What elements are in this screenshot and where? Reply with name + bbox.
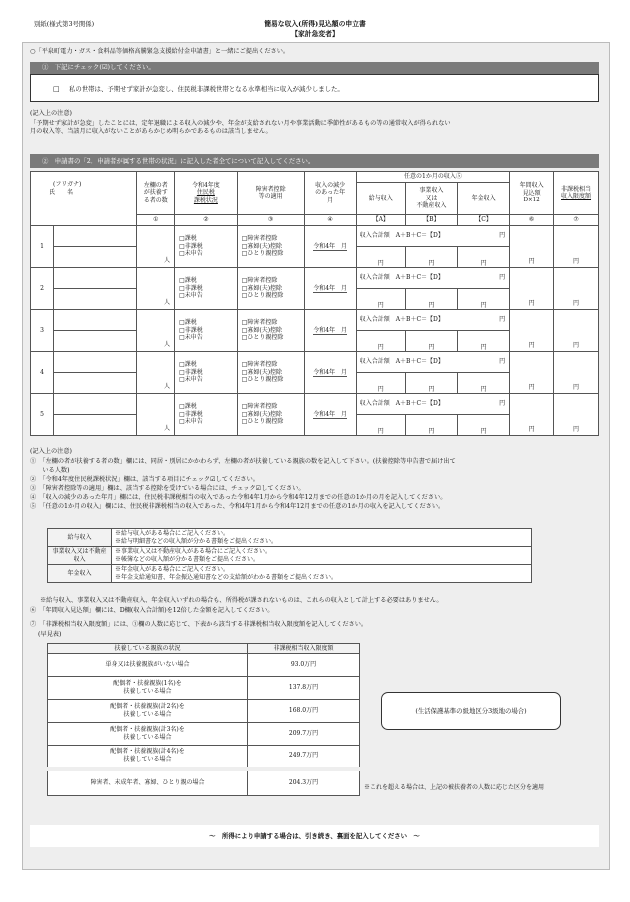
col3-label: 等の適用 <box>258 193 283 200</box>
income-sum-label: 収入合計額 A＋B＋C＝【D】 <box>359 400 444 408</box>
name-label: 氏 名 <box>49 188 74 196</box>
unit-person: 人 <box>164 382 171 390</box>
annual-income-input[interactable] <box>510 310 554 352</box>
tax-option-taxable[interactable]: □課税 <box>179 319 197 327</box>
furigana-input[interactable] <box>53 268 137 289</box>
salary-income-input[interactable] <box>356 247 405 268</box>
tax-status-options[interactable] <box>175 394 238 436</box>
col5b-label: 事業収入 <box>419 187 444 195</box>
form-title: 簡易な収入(所得)見込額の申立書 <box>264 20 366 28</box>
date-text: 令和4年 月 <box>313 410 348 418</box>
income-doc-line: ※事業収入又は不動産収入がある場合にご記入ください。 <box>115 548 272 555</box>
note1-line: 「予期せず家計が急変」したことには、定年退職による収入の減少や、年金が支給されない月や事業活動に季節性があるもの等の通常収入が得られない <box>30 120 451 127</box>
annual-income-input[interactable] <box>510 268 554 310</box>
tax-option-nontaxable[interactable]: □非課税 <box>179 326 203 334</box>
income-sum-cell[interactable] <box>356 310 509 331</box>
limit-row <box>48 746 360 769</box>
tax-option-undeclared[interactable]: □未申告 <box>179 292 203 300</box>
dependents-input[interactable] <box>137 394 175 436</box>
limit-row <box>48 654 360 677</box>
dependents-input[interactable] <box>137 310 175 352</box>
yen-unit: 円 <box>528 383 535 391</box>
deduction-widow[interactable]: □寡婦(夫)控除 <box>241 284 283 292</box>
business-income-input[interactable] <box>405 289 457 310</box>
note1-line: 月の収入等、当該月に収入がないことがあらかじめ明らかであるものは該当しません。 <box>30 128 272 135</box>
yen-unit: 円 <box>480 427 487 435</box>
salary-income-input[interactable] <box>356 289 405 310</box>
deduction-single-parent[interactable]: □ひとり親控除 <box>241 292 284 300</box>
tax-option-nontaxable[interactable]: □非課税 <box>179 284 203 292</box>
limit-amount: 209.7万円 <box>248 723 360 746</box>
quick-table-label: (早見表) <box>38 631 62 638</box>
name-input[interactable] <box>53 289 137 310</box>
deduction-disability[interactable]: □障害者控除 <box>241 277 278 285</box>
yen-unit: 円 <box>573 257 580 265</box>
decrease-month-input[interactable] <box>304 352 356 394</box>
yen-unit: 円 <box>428 259 435 267</box>
yen-unit: 円 <box>428 427 435 435</box>
col4-label: のあった年 <box>315 189 346 197</box>
furigana-input[interactable] <box>53 226 137 247</box>
income-doc-line: ※年金収入がある場合にご記入ください。 <box>115 566 230 573</box>
income-docs-table <box>47 528 532 583</box>
household-statement: 私の世帯は、予期せず家計が急変し、住民税非課税世帯となる水準相当に収入が減少しました。 <box>69 85 344 93</box>
over-limit-note: ※これを超える場合は、上記の被扶養者の人数に応じた区分を適用 <box>364 784 545 791</box>
note2-line: いる人数) <box>30 467 70 474</box>
business-income-input[interactable] <box>405 373 457 394</box>
dependents-input[interactable] <box>137 268 175 310</box>
col5c-label: 年金収入 <box>457 183 509 215</box>
household-income-table <box>30 171 599 436</box>
income-sum-label: 収入合計額 A＋B＋C＝【D】 <box>359 274 444 282</box>
yen-unit: 円 <box>377 259 384 267</box>
footer-box <box>30 825 599 847</box>
name-input[interactable] <box>53 331 137 352</box>
section1-box <box>30 74 599 102</box>
person-row <box>31 394 599 415</box>
tax-option-taxable[interactable]: □課税 <box>179 235 197 243</box>
name-input[interactable] <box>53 247 137 268</box>
pension-income-input[interactable] <box>457 289 509 310</box>
col2-label: 住民税 <box>196 189 215 197</box>
business-income-input[interactable] <box>405 415 457 436</box>
income-type-label: 事業収入又は不動産収入 <box>48 547 112 565</box>
section2-bar: ② 申請書の「2．申請者が属する世帯の状況」に記入した者全てについて記入してください。 <box>30 154 599 168</box>
name-input[interactable] <box>53 415 137 436</box>
yen-unit: 円 <box>428 343 435 351</box>
limit-status-text: 扶養している場合 <box>123 711 172 718</box>
col3-number: ③ <box>237 215 304 226</box>
pension-income-input[interactable] <box>457 331 509 352</box>
col5a-label: 給与収入 <box>356 183 405 215</box>
date-text: 令和4年 月 <box>313 242 348 250</box>
decrease-month-input[interactable] <box>304 310 356 352</box>
income-doc-line: ※年金支給通知書、年金振込通知書などの支給額がわかる書類をご提出ください。 <box>115 573 338 581</box>
name-input[interactable] <box>53 373 137 394</box>
col4-number: ④ <box>304 215 356 226</box>
col5c-sub: 【C】 <box>457 215 509 226</box>
income-doc-row <box>48 547 532 565</box>
yen-unit: 円 <box>573 299 580 307</box>
col1-label: 左欄の者 <box>143 181 168 189</box>
intro-text: ○「平泉町電力・ガス・食料品等価格高騰緊急支援給付金申請書」と一緒にご提出ください。 <box>30 48 290 55</box>
dependents-input[interactable] <box>137 352 175 394</box>
note2-line: ④ 「収入の減少のあった年月」欄には、住民税非課税相当の収入であった令和4年1月から令和4年12月までの任意の1か月の月を記入してください。 <box>30 494 447 501</box>
note2-line: ② 「令和4年度住民税課税状況」欄は、該当する項目にチェック☑してください。 <box>30 476 259 483</box>
yen-unit: 円 <box>499 400 506 408</box>
col5b-sub: 【B】 <box>405 215 457 226</box>
limit-row <box>48 723 360 746</box>
tax-option-nontaxable[interactable]: □非課税 <box>179 242 203 250</box>
yen-unit: 円 <box>499 316 506 324</box>
limit-status-text: 配偶者・扶養親族(計3名)を <box>110 726 185 734</box>
yen-unit: 円 <box>499 358 506 366</box>
annual-income-input[interactable] <box>510 352 554 394</box>
person-row <box>31 226 599 247</box>
limit-amount: 93.0万円 <box>248 654 360 677</box>
income-doc-row <box>48 565 532 583</box>
unit-person: 人 <box>164 340 171 348</box>
yen-unit: 円 <box>528 257 535 265</box>
deduction-options[interactable] <box>237 310 304 352</box>
row-number: 2 <box>31 268 54 310</box>
grade-badge <box>381 692 561 730</box>
deduction-widow[interactable]: □寡婦(夫)控除 <box>241 242 283 250</box>
dependents-input[interactable] <box>137 226 175 268</box>
annual-income-input[interactable] <box>510 394 554 436</box>
deduction-disability[interactable]: □障害者控除 <box>241 403 278 411</box>
income-sum-cell[interactable] <box>356 352 509 373</box>
income-sum-label: 収入合計額 A＋B＋C＝【D】 <box>359 232 444 240</box>
income-sum-cell[interactable] <box>356 394 509 415</box>
person-row <box>31 310 599 331</box>
col6-label: 年間収入 <box>519 182 544 189</box>
col5-heading: 任意の1か月の収入⑤ <box>356 172 509 183</box>
yen-unit: 円 <box>573 425 580 433</box>
tax-option-undeclared[interactable]: □未申告 <box>179 418 203 426</box>
tax-option-nontaxable[interactable]: □非課税 <box>179 368 203 376</box>
deduction-disability[interactable]: □障害者控除 <box>241 235 278 243</box>
col3-label: 障害者控除 <box>255 185 286 193</box>
yen-unit: 円 <box>377 343 384 351</box>
limit-status-text: 配偶者・扶養親族(計4名)を <box>110 748 185 756</box>
deduction-single-parent[interactable]: □ひとり親控除 <box>241 376 284 384</box>
income-doc-line: ※給与収入がある場合にご記入ください。 <box>115 530 230 537</box>
note2-line: ⑤ 「任意の1か月の収入」欄には、住民税非課税相当の収入であった、令和4年1月から令和4年12月までの任意の1か月の収入を記入してください。 <box>30 503 445 510</box>
footer-text: ～ 所得により申請する場合は、引き続き、裏面を記入してください ～ <box>209 832 420 840</box>
person-row <box>31 268 599 289</box>
section1-bar: ① 下記にチェック(☑)してください。 <box>30 62 599 74</box>
note7-text: ⑦ 「非課税相当収入限度額」には、①欄の人数に応じて、下表から該当する非課税相当収入限度額を記入してください。 <box>30 621 368 628</box>
deduction-widow[interactable]: □寡婦(夫)控除 <box>241 410 283 418</box>
furigana-label: (フリガナ) <box>53 181 82 188</box>
income-type-label: 年金収入 <box>48 565 112 583</box>
col5a-sub: 【A】 <box>356 215 405 226</box>
yen-unit: 円 <box>528 341 535 349</box>
tax-option-nontaxable[interactable]: □非課税 <box>179 410 203 418</box>
col7-number: ⑦ <box>554 215 599 226</box>
tax-option-taxable[interactable]: □課税 <box>179 361 197 369</box>
limit-status-text: 配偶者・扶養親族(計2名)を <box>110 703 185 711</box>
yen-unit: 円 <box>377 301 384 309</box>
yen-unit: 円 <box>428 301 435 309</box>
income-type-label: 給与収入 <box>48 529 112 547</box>
note6-text: ⑥ 「年間収入見込額」欄には、D欄(収入合計額)を12倍した金額を記入してください。 <box>30 607 274 614</box>
tax-option-taxable[interactable]: □課税 <box>179 403 197 411</box>
yen-unit: 円 <box>377 385 384 393</box>
income-sum-label: 収入合計額 A＋B＋C＝【D】 <box>359 316 444 324</box>
limit-status-text: 扶養している場合 <box>123 688 172 695</box>
pension-income-input[interactable] <box>457 415 509 436</box>
limit-input[interactable] <box>554 226 599 268</box>
limit-status-text: 障害者、未成年者、寡婦、ひとり親の場合 <box>90 778 205 786</box>
limit-header-amount: 非課税相当収入限度額 <box>248 644 360 654</box>
salary-income-input[interactable] <box>356 415 405 436</box>
limit-amount: 249.7万円 <box>248 746 360 769</box>
row-number: 4 <box>31 352 54 394</box>
col2-label: 令和4年度 <box>191 181 220 189</box>
col5b-label: 不動産収入 <box>416 202 447 210</box>
yen-unit: 円 <box>573 383 580 391</box>
row-number: 3 <box>31 310 54 352</box>
col6-label: D×12 <box>523 197 540 203</box>
limit-status-text: 配偶者・扶養親族(1名)を <box>113 680 182 688</box>
deduction-disability[interactable]: □障害者控除 <box>241 319 278 327</box>
deduction-single-parent[interactable]: □ひとり親控除 <box>241 334 284 342</box>
business-income-input[interactable] <box>405 331 457 352</box>
yen-unit: 円 <box>499 232 506 240</box>
limit-input[interactable] <box>554 268 599 310</box>
limit-row <box>48 700 360 723</box>
note2-heading: (記入上の注意) <box>30 448 72 455</box>
note2-line: ① 「左欄の者が扶養する者の数」欄には、同居・別居にかかわらず、左欄の者が扶養している親族の数を記入して下さい。(扶養控除等申告書で届け出て <box>30 458 456 465</box>
pension-income-input[interactable] <box>457 247 509 268</box>
tax-option-undeclared[interactable]: □未申告 <box>179 250 203 258</box>
income-doc-row <box>48 529 532 547</box>
col5b-label: 又は <box>425 194 438 202</box>
person-row <box>31 352 599 373</box>
tax-status-options[interactable] <box>175 352 238 394</box>
income-note: ※給与収入、事業収入又は不動産収入、年金収入いずれの場合も、所得税が課されないものは、これらの収入として計上する必要はありません。 <box>40 597 443 604</box>
col7-label: 非課税相当 <box>561 185 592 193</box>
yen-unit: 円 <box>528 425 535 433</box>
deduction-options[interactable] <box>237 226 304 268</box>
deduction-widow[interactable]: □寡婦(夫)控除 <box>241 326 283 334</box>
col7-label: 収入限度額 <box>561 193 592 200</box>
limit-amount: 204.3万円 <box>248 769 360 796</box>
form-subtitle: 【家計急変者】 <box>291 30 339 38</box>
col2-label: 課税状況 <box>193 196 218 204</box>
yen-unit: 円 <box>528 299 535 307</box>
yen-unit: 円 <box>428 385 435 393</box>
limit-input[interactable] <box>554 352 599 394</box>
limit-row <box>48 769 360 796</box>
yen-unit: 円 <box>573 341 580 349</box>
col6-label: 見込額 <box>522 189 541 197</box>
income-sum-cell[interactable] <box>356 268 509 289</box>
col6-number: ⑥ <box>510 215 554 226</box>
tax-option-undeclared[interactable]: □未申告 <box>179 334 203 342</box>
income-doc-line: ※給与明細書などの収入額が分かる書類をご提出ください。 <box>115 537 278 545</box>
date-text: 令和4年 月 <box>313 368 348 376</box>
tax-status-options[interactable] <box>175 226 238 268</box>
col4-label: 月 <box>327 196 334 204</box>
yen-unit: 円 <box>480 385 487 393</box>
yen-unit: 円 <box>377 427 384 435</box>
salary-income-input[interactable] <box>356 373 405 394</box>
note1-heading: (記入上の注意) <box>30 110 72 117</box>
annual-income-input[interactable] <box>510 226 554 268</box>
yen-unit: 円 <box>480 301 487 309</box>
yen-unit: 円 <box>480 259 487 267</box>
deduction-disability[interactable]: □障害者控除 <box>241 361 278 369</box>
col1-number: ① <box>137 215 175 226</box>
salary-income-input[interactable] <box>356 331 405 352</box>
yen-unit: 円 <box>499 274 506 282</box>
checkbox-household[interactable]: □ <box>53 85 60 93</box>
grade-badge-text: (生活保護基準の級地区分3級地の場合) <box>415 707 527 715</box>
decrease-month-input[interactable] <box>304 268 356 310</box>
unit-person: 人 <box>164 298 171 306</box>
deduction-widow[interactable]: □寡婦(夫)控除 <box>241 368 283 376</box>
tax-status-options[interactable] <box>175 268 238 310</box>
limit-amount: 137.8万円 <box>248 677 360 700</box>
unit-person: 人 <box>164 256 171 264</box>
furigana-input[interactable] <box>53 394 137 415</box>
unit-person: 人 <box>164 424 171 432</box>
note2-line: ③ 「障害者控除等の適用」欄は、該当する控除を受けている場合には、チェック☑してください。 <box>30 485 305 492</box>
business-income-input[interactable] <box>405 247 457 268</box>
deduction-single-parent[interactable]: □ひとり親控除 <box>241 250 284 258</box>
limit-input[interactable] <box>554 310 599 352</box>
furigana-input[interactable] <box>53 310 137 331</box>
deduction-options[interactable] <box>237 394 304 436</box>
deduction-single-parent[interactable]: □ひとり親控除 <box>241 418 284 426</box>
col1-label: る者の数 <box>143 196 168 204</box>
limit-row <box>48 677 360 700</box>
form-number: 別紙(様式第3号関係) <box>34 20 95 28</box>
pension-income-input[interactable] <box>457 373 509 394</box>
income-doc-line: ※帳簿などの収入額が分かる書類をご提出ください。 <box>115 555 260 563</box>
col2-number: ② <box>175 215 238 226</box>
date-text: 令和4年 月 <box>313 326 348 334</box>
date-text: 令和4年 月 <box>313 284 348 292</box>
limit-input[interactable] <box>554 394 599 436</box>
limit-table <box>47 643 360 796</box>
deduction-options[interactable] <box>237 352 304 394</box>
col1-label: が扶養す <box>143 189 168 197</box>
income-sum-label: 収入合計額 A＋B＋C＝【D】 <box>359 358 444 366</box>
decrease-month-input[interactable] <box>304 226 356 268</box>
row-number: 5 <box>31 394 54 436</box>
limit-amount: 168.0万円 <box>248 700 360 723</box>
limit-status-text: 扶養している場合 <box>123 734 172 741</box>
tax-option-undeclared[interactable]: □未申告 <box>179 376 203 384</box>
limit-status-text: 扶養している場合 <box>123 756 172 764</box>
furigana-input[interactable] <box>53 352 137 373</box>
tax-option-taxable[interactable]: □課税 <box>179 277 197 285</box>
limit-status-text: 単身又は扶養親族がいない場合 <box>105 661 190 669</box>
decrease-month-input[interactable] <box>304 394 356 436</box>
income-sum-cell[interactable] <box>356 226 509 247</box>
deduction-options[interactable] <box>237 268 304 310</box>
limit-header-status: 扶養している親族の状況 <box>48 644 248 654</box>
row-number: 1 <box>31 226 54 268</box>
tax-status-options[interactable] <box>175 310 238 352</box>
col4-label: 収入の減少 <box>315 181 346 189</box>
yen-unit: 円 <box>480 343 487 351</box>
